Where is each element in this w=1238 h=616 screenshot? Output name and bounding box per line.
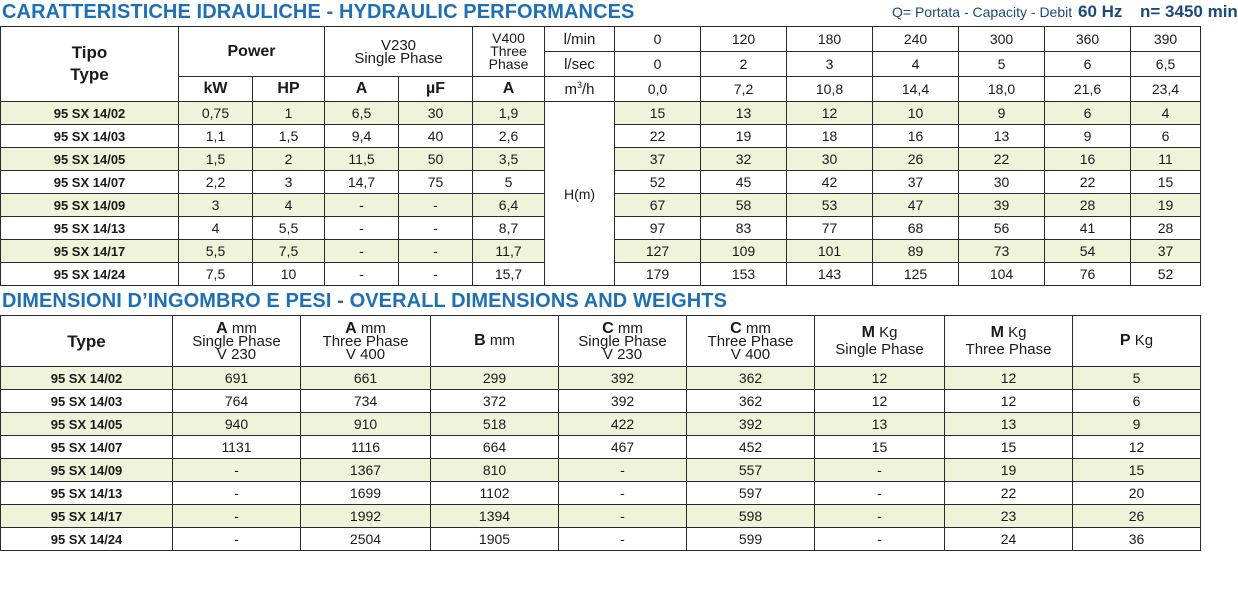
dimension-m2-cell: 15 — [945, 436, 1073, 459]
pump-type-cell: 95 SX 14/13 — [1, 482, 173, 505]
dimension-m1-cell: - — [815, 505, 945, 528]
dimension-c2-cell: 392 — [687, 413, 815, 436]
pump-type-cell: 95 SX 14/13 — [1, 217, 179, 240]
pump-type-cell: 95 SX 14/03 — [1, 390, 173, 413]
m-three-header: M Kg Three Phase — [945, 316, 1073, 367]
table-row — [1, 482, 1201, 505]
kw-cell: 4 — [179, 217, 253, 240]
hp-cell: 3 — [253, 171, 325, 194]
dimension-p-cell: 15 — [1073, 459, 1201, 482]
hp-cell: 7,5 — [253, 240, 325, 263]
dimension-p-cell: 6 — [1073, 390, 1201, 413]
kw-cell: 0,75 — [179, 102, 253, 125]
pump-type-cell: 95 SX 14/02 — [1, 102, 179, 125]
flow-lmin-cell: 120 — [701, 27, 787, 52]
capacitor-cell: - — [399, 194, 473, 217]
lmin-header: l/min — [545, 27, 615, 52]
amp-single-cell: 6,5 — [325, 102, 399, 125]
dimension-a1-cell: - — [173, 528, 301, 551]
capacitor-cell: - — [399, 263, 473, 286]
flow-lsec-cell: 2 — [701, 52, 787, 77]
amp-three-cell: 11,7 — [473, 240, 545, 263]
table-row — [1, 390, 1201, 413]
flow-lmin-cell: 240 — [873, 27, 959, 52]
kw-cell: 1,1 — [179, 125, 253, 148]
flow-m3h-cell: 10,8 — [787, 77, 873, 102]
flow-lmin-cell: 180 — [787, 27, 873, 52]
head-value-cell: 67 — [615, 194, 701, 217]
dimension-a2-cell: 661 — [301, 367, 431, 390]
dimension-a1-cell: 1131 — [173, 436, 301, 459]
dimension-c1-cell: - — [559, 459, 687, 482]
table-row — [1, 367, 1201, 390]
a-single-header: A mm Single Phase V 230 — [173, 316, 301, 367]
dimension-m1-cell: 12 — [815, 367, 945, 390]
dimension-m2-cell: 24 — [945, 528, 1073, 551]
dimension-m1-cell: 15 — [815, 436, 945, 459]
pump-type-cell: 95 SX 14/03 — [1, 125, 179, 148]
amp-single-cell: 14,7 — [325, 171, 399, 194]
kw-cell: 1,5 — [179, 148, 253, 171]
m-single-header: M Kg Single Phase — [815, 316, 945, 367]
dimension-b-cell: 810 — [431, 459, 559, 482]
table-row — [1, 436, 1201, 459]
flow-m3h-cell: 21,6 — [1045, 77, 1131, 102]
pump-type-cell: 95 SX 14/09 — [1, 459, 173, 482]
flow-lsec-cell: 6 — [1045, 52, 1131, 77]
head-value-cell: 125 — [873, 263, 959, 286]
flow-lsec-cell: 3 — [787, 52, 873, 77]
b-header: B mm — [431, 316, 559, 367]
head-value-cell: 83 — [701, 217, 787, 240]
table-row — [1, 413, 1201, 436]
pump-type-cell: 95 SX 14/17 — [1, 240, 179, 263]
head-value-cell: 47 — [873, 194, 959, 217]
dimension-m2-cell: 22 — [945, 482, 1073, 505]
dimension-c2-cell: 599 — [687, 528, 815, 551]
dimension-m1-cell: - — [815, 482, 945, 505]
c-three-header: C mm Three Phase V 400 — [687, 316, 815, 367]
head-value-cell: 22 — [959, 148, 1045, 171]
dimension-c1-cell: 392 — [559, 390, 687, 413]
head-value-cell: 58 — [701, 194, 787, 217]
dimension-a2-cell: 734 — [301, 390, 431, 413]
head-value-cell: 15 — [615, 102, 701, 125]
capacity-note: Q= Portata - Capacity - Debit — [892, 4, 1073, 20]
hp-cell: 1,5 — [253, 125, 325, 148]
pump-type-cell: 95 SX 14/17 — [1, 505, 173, 528]
flow-m3h-cell: 0,0 — [615, 77, 701, 102]
head-value-cell: 37 — [1131, 240, 1201, 263]
dimension-a1-cell: - — [173, 459, 301, 482]
dimension-a1-cell: - — [173, 505, 301, 528]
m3h-header: $m^3/h$ — [545, 77, 615, 102]
dimension-c2-cell: 597 — [687, 482, 815, 505]
head-value-cell: 89 — [873, 240, 959, 263]
dim-type-header: Type — [1, 316, 173, 367]
capacitor-cell: 30 — [399, 102, 473, 125]
head-value-cell: 97 — [615, 217, 701, 240]
head-value-cell: 18 — [787, 125, 873, 148]
head-value-cell: 13 — [959, 125, 1045, 148]
amp-single-header: A — [325, 77, 399, 102]
pump-type-cell: 95 SX 14/07 — [1, 171, 179, 194]
head-value-cell: 37 — [873, 171, 959, 194]
capacitor-cell: 40 — [399, 125, 473, 148]
dimension-c1-cell: 422 — [559, 413, 687, 436]
head-value-cell: 9 — [959, 102, 1045, 125]
head-value-cell: 32 — [701, 148, 787, 171]
flow-m3h-cell: 23,4 — [1131, 77, 1201, 102]
dimension-a1-cell: - — [173, 482, 301, 505]
pump-type-cell: 95 SX 14/05 — [1, 413, 173, 436]
dimensions-title-row — [0, 286, 1200, 315]
head-label: H(m) — [545, 102, 615, 286]
c-single-header: C mm Single Phase V 230 — [559, 316, 687, 367]
pump-type-cell: 95 SX 14/02 — [1, 367, 173, 390]
amp-three-header: A — [473, 77, 545, 102]
flow-lsec-cell: 6,5 — [1131, 52, 1201, 77]
head-value-cell: 53 — [787, 194, 873, 217]
head-value-cell: 10 — [873, 102, 959, 125]
head-value-cell: 101 — [787, 240, 873, 263]
head-value-cell: 37 — [615, 148, 701, 171]
amp-single-cell: - — [325, 240, 399, 263]
head-value-cell: 68 — [873, 217, 959, 240]
dimension-b-cell: 299 — [431, 367, 559, 390]
head-value-cell: 9 — [1045, 125, 1131, 148]
flow-lsec-cell: 4 — [873, 52, 959, 77]
head-value-cell: 6 — [1045, 102, 1131, 125]
v230-header: V230 Single Phase — [325, 27, 473, 77]
amp-single-cell: - — [325, 217, 399, 240]
capacitor-cell: 75 — [399, 171, 473, 194]
hydraulic-table — [0, 26, 1201, 286]
head-value-cell: 12 — [787, 102, 873, 125]
dimension-a2-cell: 1699 — [301, 482, 431, 505]
head-value-cell: 13 — [701, 102, 787, 125]
dimension-c2-cell: 598 — [687, 505, 815, 528]
flow-lmin-cell: 390 — [1131, 27, 1201, 52]
hp-cell: 4 — [253, 194, 325, 217]
capacitor-cell: - — [399, 240, 473, 263]
dimension-c1-cell: 467 — [559, 436, 687, 459]
dimension-c1-cell: - — [559, 505, 687, 528]
type-header: Tipo Type — [1, 27, 179, 102]
head-value-cell: 104 — [959, 263, 1045, 286]
capacitor-cell: - — [399, 217, 473, 240]
head-value-cell: 16 — [873, 125, 959, 148]
amp-three-cell: 5 — [473, 171, 545, 194]
flow-lsec-cell: 5 — [959, 52, 1045, 77]
head-value-cell: 22 — [1045, 171, 1131, 194]
dimension-c2-cell: 452 — [687, 436, 815, 459]
head-value-cell: 109 — [701, 240, 787, 263]
dimension-c1-cell: - — [559, 482, 687, 505]
kw-cell: 2,2 — [179, 171, 253, 194]
amp-single-cell: 9,4 — [325, 125, 399, 148]
head-value-cell: 52 — [1131, 263, 1201, 286]
dimension-p-cell: 9 — [1073, 413, 1201, 436]
table-row — [1, 102, 1201, 125]
dimension-m2-cell: 23 — [945, 505, 1073, 528]
p-header: P Kg — [1073, 316, 1201, 367]
head-value-cell: 19 — [1131, 194, 1201, 217]
head-value-cell: 30 — [959, 171, 1045, 194]
hp-cell: 10 — [253, 263, 325, 286]
head-value-cell: 52 — [615, 171, 701, 194]
dimension-a2-cell: 1116 — [301, 436, 431, 459]
dimension-b-cell: 1394 — [431, 505, 559, 528]
hp-cell: 1 — [253, 102, 325, 125]
flow-m3h-cell: 18,0 — [959, 77, 1045, 102]
dimension-c2-cell: 362 — [687, 390, 815, 413]
capacitor-header: µF — [399, 77, 473, 102]
dimension-p-cell: 20 — [1073, 482, 1201, 505]
dimension-b-cell: 372 — [431, 390, 559, 413]
dimension-c2-cell: 362 — [687, 367, 815, 390]
speed-label: n= 3450 min — [1140, 2, 1238, 21]
v400-header: V400 Three Phase — [473, 27, 545, 77]
kw-cell: 7,5 — [179, 263, 253, 286]
flow-lmin-cell: 300 — [959, 27, 1045, 52]
capacitor-cell: 50 — [399, 148, 473, 171]
dimension-c1-cell: - — [559, 528, 687, 551]
kw-header: kW — [179, 77, 253, 102]
dimension-m1-cell: 12 — [815, 390, 945, 413]
head-value-cell: 54 — [1045, 240, 1131, 263]
dimension-p-cell: 26 — [1073, 505, 1201, 528]
head-value-cell: 19 — [701, 125, 787, 148]
dimension-m2-cell: 19 — [945, 459, 1073, 482]
amp-single-cell: - — [325, 194, 399, 217]
dimensions-table — [0, 315, 1201, 551]
amp-three-cell: 1,9 — [473, 102, 545, 125]
pump-type-cell: 95 SX 14/09 — [1, 194, 179, 217]
power-header: Power — [179, 27, 325, 77]
head-value-cell: 6 — [1131, 125, 1201, 148]
head-value-cell: 45 — [701, 171, 787, 194]
head-value-cell: 4 — [1131, 102, 1201, 125]
dimension-a1-cell: 940 — [173, 413, 301, 436]
head-value-cell: 30 — [787, 148, 873, 171]
head-value-cell: 77 — [787, 217, 873, 240]
head-value-cell: 179 — [615, 263, 701, 286]
head-value-cell: 28 — [1045, 194, 1131, 217]
amp-three-cell: 6,4 — [473, 194, 545, 217]
head-value-cell: 143 — [787, 263, 873, 286]
flow-lmin-cell: 360 — [1045, 27, 1131, 52]
head-value-cell: 26 — [873, 148, 959, 171]
dimension-m2-cell: 13 — [945, 413, 1073, 436]
amp-three-cell: 15,7 — [473, 263, 545, 286]
pump-type-cell: 95 SX 14/07 — [1, 436, 173, 459]
kw-cell: 3 — [179, 194, 253, 217]
head-value-cell: 42 — [787, 171, 873, 194]
pump-type-cell: 95 SX 14/24 — [1, 528, 173, 551]
head-value-cell: 39 — [959, 194, 1045, 217]
amp-three-cell: 2,6 — [473, 125, 545, 148]
lsec-header: l/sec — [545, 52, 615, 77]
dimension-a2-cell: 910 — [301, 413, 431, 436]
head-value-cell: 11 — [1131, 148, 1201, 171]
head-value-cell: 22 — [615, 125, 701, 148]
amp-three-cell: 8,7 — [473, 217, 545, 240]
head-value-cell: 41 — [1045, 217, 1131, 240]
dimension-m2-cell: 12 — [945, 390, 1073, 413]
hydraulic-title-row — [0, 0, 1238, 26]
flow-lmin-cell: 0 — [615, 27, 701, 52]
dimension-b-cell: 518 — [431, 413, 559, 436]
dimension-p-cell: 36 — [1073, 528, 1201, 551]
dimension-b-cell: 1905 — [431, 528, 559, 551]
table-row — [1, 528, 1201, 551]
dimensions-title: DIMENSIONI D’INGOMBRO E PESI - OVERALL DIMENSIONS AND WEIGHTS — [2, 290, 728, 312]
kw-cell: 5,5 — [179, 240, 253, 263]
head-value-cell: 28 — [1131, 217, 1201, 240]
a-three-header: A mm Three Phase V 400 — [301, 316, 431, 367]
dimension-c2-cell: 557 — [687, 459, 815, 482]
hp-cell: 2 — [253, 148, 325, 171]
dimension-a1-cell: 764 — [173, 390, 301, 413]
frequency-label: 60 Hz — [1078, 2, 1123, 21]
dimension-b-cell: 1102 — [431, 482, 559, 505]
flow-m3h-cell: 7,2 — [701, 77, 787, 102]
head-value-cell: 73 — [959, 240, 1045, 263]
dimension-p-cell: 12 — [1073, 436, 1201, 459]
dimension-b-cell: 664 — [431, 436, 559, 459]
hp-cell: 5,5 — [253, 217, 325, 240]
flow-m3h-cell: 14,4 — [873, 77, 959, 102]
table-row — [1, 459, 1201, 482]
flow-lsec-cell: 0 — [615, 52, 701, 77]
amp-three-cell: 3,5 — [473, 148, 545, 171]
pump-type-cell: 95 SX 14/05 — [1, 148, 179, 171]
head-value-cell: 15 — [1131, 171, 1201, 194]
dimension-c1-cell: 392 — [559, 367, 687, 390]
dimension-a2-cell: 1992 — [301, 505, 431, 528]
pump-type-cell: 95 SX 14/24 — [1, 263, 179, 286]
dimension-m2-cell: 12 — [945, 367, 1073, 390]
dimension-a2-cell: 1367 — [301, 459, 431, 482]
amp-single-cell: - — [325, 263, 399, 286]
dimension-m1-cell: - — [815, 459, 945, 482]
head-value-cell: 76 — [1045, 263, 1131, 286]
dimension-a2-cell: 2504 — [301, 528, 431, 551]
hydraulic-title: CARATTERISTICHE IDRAULICHE - HYDRAULIC PERFORMANCES — [2, 1, 635, 23]
table-row — [1, 505, 1201, 528]
dimension-m1-cell: - — [815, 528, 945, 551]
head-value-cell: 153 — [701, 263, 787, 286]
hp-header: HP — [253, 77, 325, 102]
head-value-cell: 56 — [959, 217, 1045, 240]
head-value-cell: 16 — [1045, 148, 1131, 171]
amp-single-cell: 11,5 — [325, 148, 399, 171]
dimension-a1-cell: 691 — [173, 367, 301, 390]
dimension-m1-cell: 13 — [815, 413, 945, 436]
dimension-p-cell: 5 — [1073, 367, 1201, 390]
head-value-cell: 127 — [615, 240, 701, 263]
